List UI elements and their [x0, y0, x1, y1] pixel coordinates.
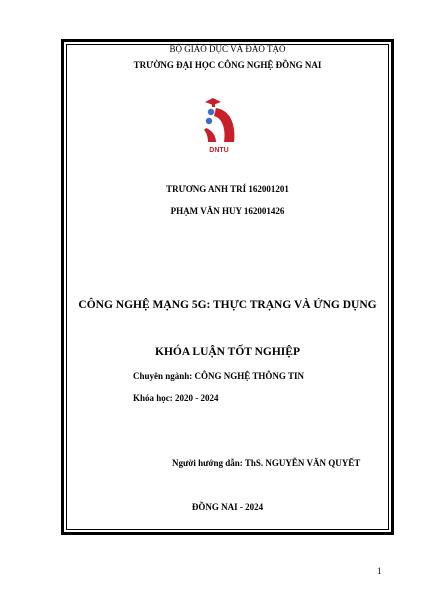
major-line: Chuyên ngành: CÔNG NGHỆ THÔNG TIN [133, 371, 304, 381]
ministry-heading: BỘ GIÁO DỤC VÀ ĐÀO TẠO [169, 44, 286, 54]
logo-text: DNTU [209, 147, 229, 154]
course-line: Khóa học: 2020 - 2024 [133, 393, 219, 403]
university-logo [200, 92, 238, 156]
place-year: ĐỒNG NAI - 2024 [191, 502, 264, 512]
author-1: TRƯƠNG ANH TRÍ 162001201 [166, 184, 289, 194]
university-heading: TRƯỜNG ĐẠI HỌC CÔNG NGHỆ ĐỒNG NAI [133, 60, 322, 70]
advisor-line: Người hướng dẫn: ThS. NGUYỄN VĂN QUYẾT [172, 458, 361, 468]
document-type: KHÓA LUẬN TỐT NGHIỆP [155, 346, 300, 358]
page-number: 1 [377, 566, 382, 576]
thesis-title: CÔNG NGHỆ MẠNG 5G: THỰC TRẠNG VÀ ỨNG DỤNG [78, 299, 377, 311]
author-2: PHẠM VĂN HUY 162001426 [170, 206, 285, 216]
